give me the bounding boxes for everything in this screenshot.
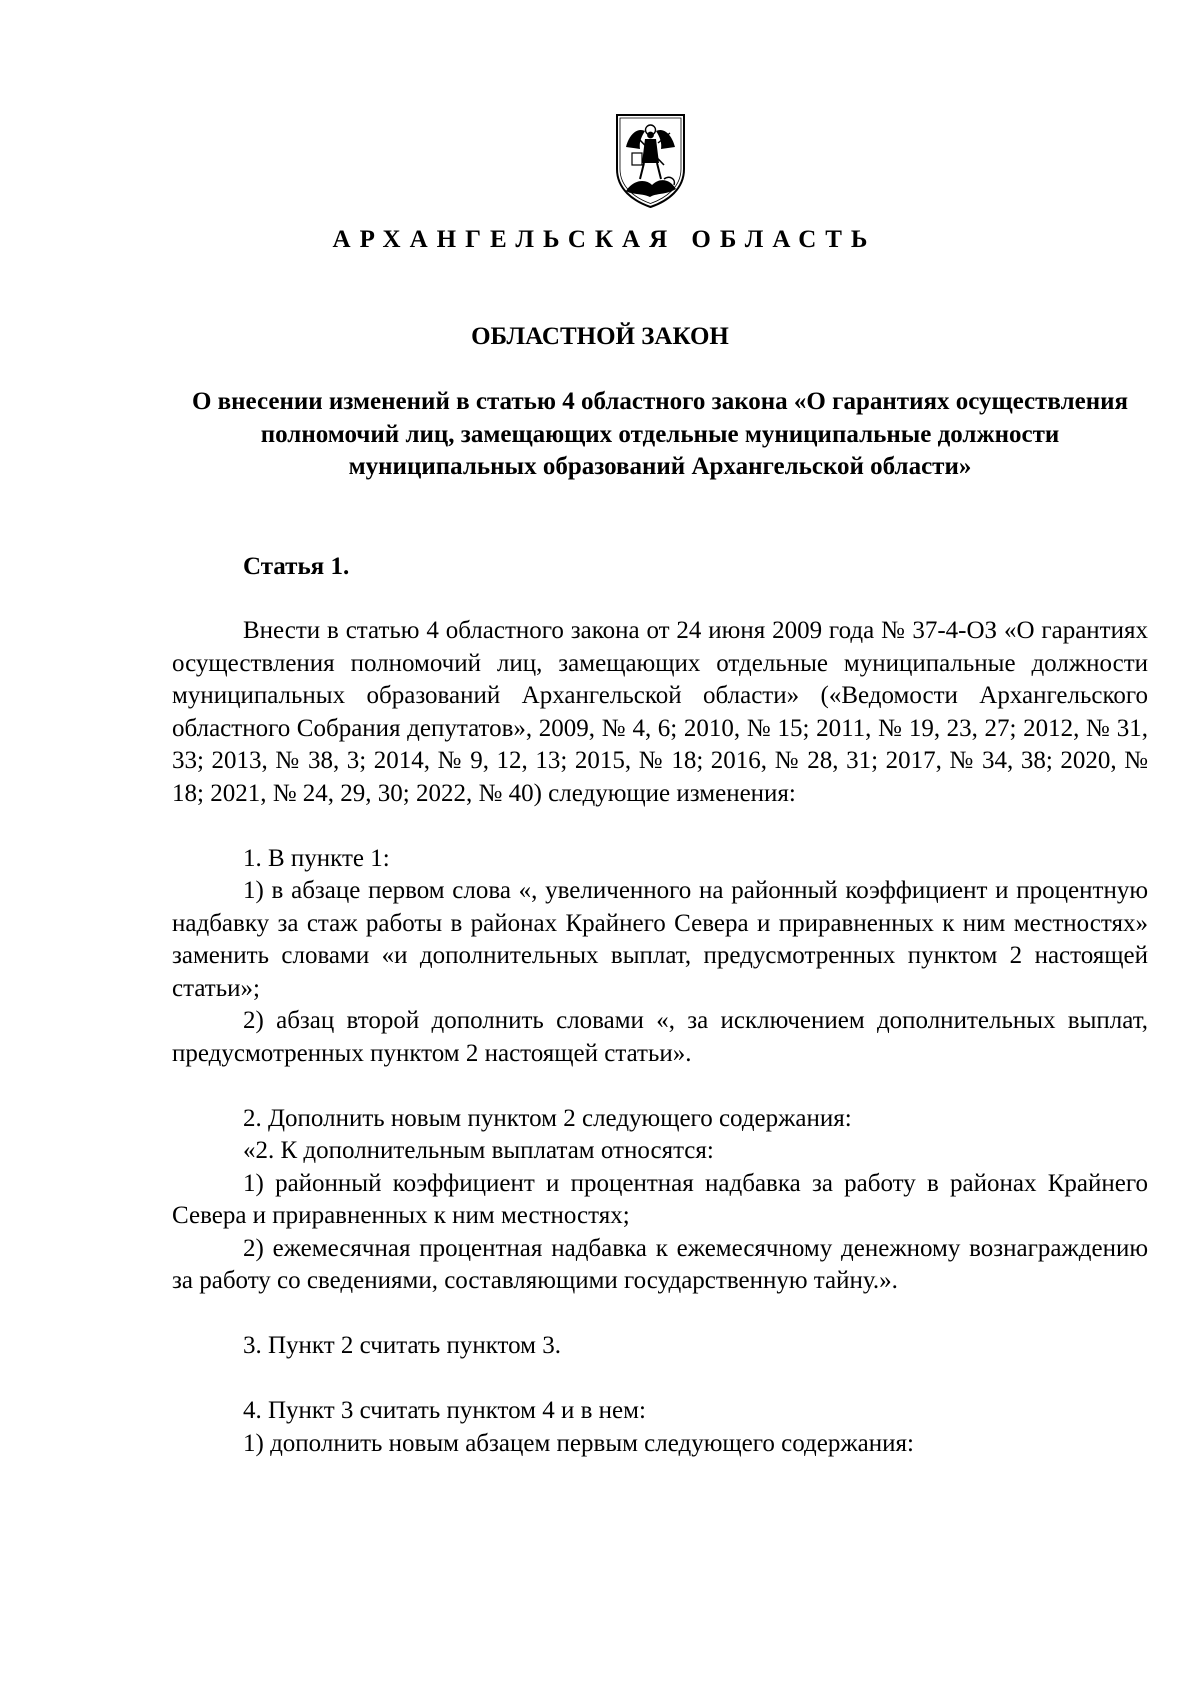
article-paragraph: 2. Дополнить новым пунктом 2 следующего содержания:	[243, 1104, 852, 1132]
law-title: О внесении изменений в статью 4 областного закона «О гарантиях осуществления полномочий лиц, замещающих отдельные муниципальные должности муниципальных образований Архангельской области»	[191, 388, 1129, 480]
article-paragraph: 2) абзац второй дополнить словами «, за исключением дополнительных выплат, предусмотренных пунктом 2 настоящей статьи».	[172, 1007, 1148, 1067]
article-paragraph: «2. К дополнительным выплатам относятся:	[243, 1137, 714, 1164]
law-type: ОБЛАСТНОЙ ЗАКОН	[471, 323, 729, 350]
article-heading: Статья 1.	[243, 553, 350, 580]
article-paragraph: Внести в статью 4 областного закона от 24 июня 2009 года № 37-4-ОЗ «О гарантиях осуществления полномочий лиц, замещающих отдельные муниципальные должности муниципальных образований Архангельской области» («Ведомости Архангельского областного Собрания депутатов», 2009, № 4, 6; 2010, № 15; 2011, № 19, 23, 27; 2012, № 31, 33; 2013, № 38, 3; 2014, № 9, 12, 13; 2015, № 18; 2016, № 28, 31; 2017, № 34, 38; 2020, № 18; 2021, № 24, 29, 30; 2022, № 40) следующие изменения:	[172, 617, 1148, 807]
article-body	[172, 615, 1148, 1460]
article-paragraph: 1) районный коэффициент и процентная надбавка за работу в районах Крайнего Севера и приравненных к ним местностях;	[172, 1169, 1148, 1229]
article-paragraph: 2) ежемесячная процентная надбавка к ежемесячному денежному вознаграждению за работу со сведениями, составляющими государственную тайну.».	[172, 1234, 1148, 1294]
article-paragraph: 4. Пункт 3 считать пунктом 4 и в нем:	[243, 1397, 646, 1424]
article-paragraph: 1) дополнить новым абзацем первым следующего содержания:	[243, 1429, 914, 1457]
article-paragraph: 3. Пункт 2 считать пунктом 3.	[243, 1332, 561, 1359]
region-name: АРХАНГЕЛЬСКАЯ ОБЛАСТЬ	[332, 226, 877, 253]
coat-of-arms-icon	[614, 113, 687, 209]
article-paragraph: 1. В пункте 1:	[243, 844, 390, 872]
article-paragraph: 1) в абзаце первом слова «, увеличенного на районный коэффициент и процентную надбавку за стаж работы в районах Крайнего Севера и приравненных к ним местностях» заменить словами «и дополнительных выплат, предусмотренных пунктом 2 настоящей статьи»;	[172, 877, 1148, 1002]
